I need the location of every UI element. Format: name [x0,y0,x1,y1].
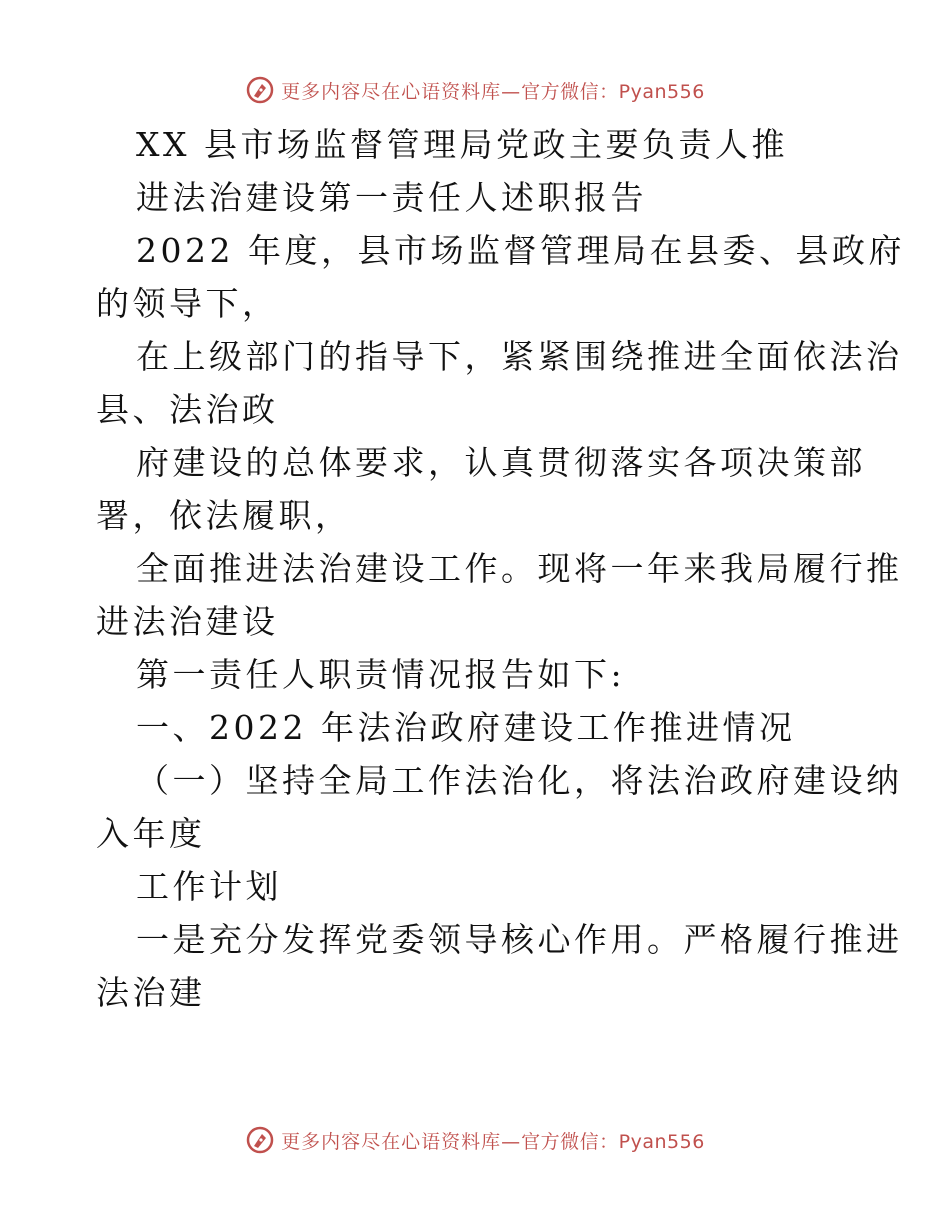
document-body [96,118,905,1019]
watermark-text [281,1127,705,1154]
text-line: 2022 年度，县市场监督管理局在县委、县政府 [136,231,905,270]
watermark-main: 更多内容尽在心语资料库 [281,80,502,103]
text-line: 进法治建设 [96,602,279,641]
text-line: XX 县市场监督管理局党政主要负责人推 [136,125,788,164]
pen-nib-circle-icon [245,1125,275,1155]
watermark-footer [0,1120,950,1160]
watermark-text [281,77,705,104]
pen-nib-circle-icon [245,75,275,105]
text-line: 全面推进法治建设工作。现将一年来我局履行推 [136,549,903,588]
watermark-wechat: 官方微信：Pyan556 [521,1130,705,1153]
text-line: 一、2022 年法治政府建设工作推进情况 [136,708,796,747]
watermark-main: 更多内容尽在心语资料库 [281,1130,502,1153]
text-line: 的领导下， [96,284,279,323]
watermark-header [0,70,950,110]
text-line: 进法治建设第一责任人述职报告 [136,178,647,217]
text-line: 在上级部门的指导下，紧紧围绕推进全面依法治 [136,337,903,376]
watermark-separator: — [501,80,522,103]
text-line: （一）坚持全局工作法治化，将法治政府建设纳 [136,761,903,800]
text-line: 府建设的总体要求，认真贯彻落实各项决策部 [136,443,866,482]
watermark-separator: — [501,1130,522,1153]
text-line: 工作计划 [136,867,282,906]
text-line: 县、法治政 [96,390,279,429]
text-line: 一是充分发挥党委领导核心作用。严格履行推进 [136,920,903,959]
text-line: 入年度 [96,814,206,853]
watermark-wechat: 官方微信：Pyan556 [521,80,705,103]
text-line: 署，依法履职， [96,496,352,535]
text-line: 法治建 [96,973,206,1012]
text-line: 第一责任人职责情况报告如下: [136,655,626,694]
